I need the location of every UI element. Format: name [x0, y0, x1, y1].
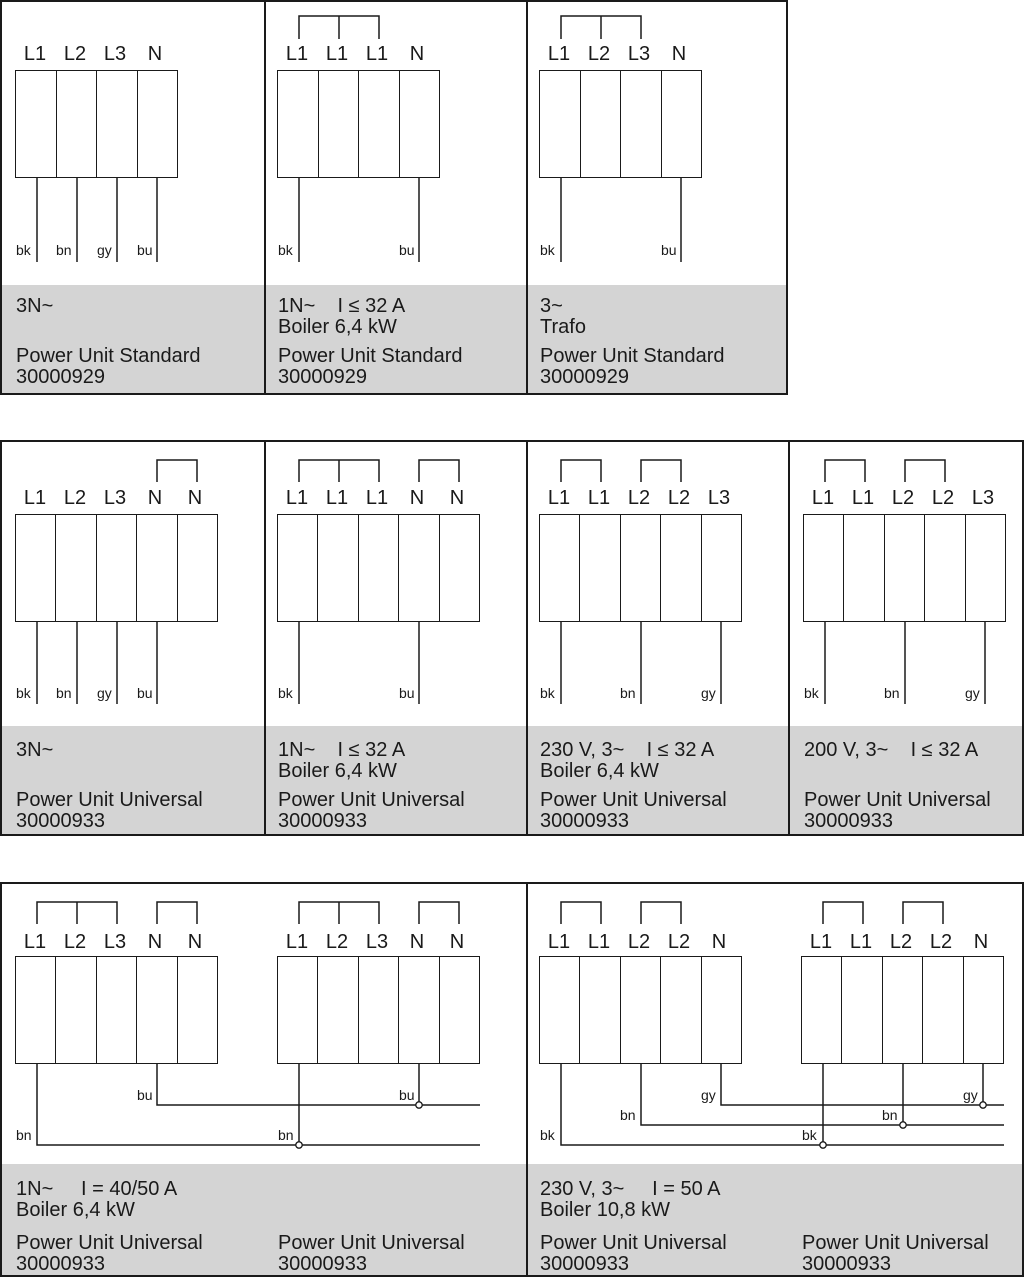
product-name: Power Unit Universal	[278, 1232, 465, 1254]
product-code: 30000933	[278, 1253, 367, 1275]
terminal-label: L1	[811, 487, 835, 509]
wire-label: bn	[882, 1107, 898, 1123]
terminal-label: L1	[851, 487, 875, 509]
terminal-block	[539, 956, 742, 1064]
product-name: Power Unit Universal	[804, 789, 991, 811]
wire-label: bk	[16, 242, 31, 258]
product-code: 30000929	[278, 366, 367, 388]
product-code: 30000933	[540, 1253, 629, 1275]
wire-label: bk	[16, 685, 31, 701]
wire-label: bu	[137, 685, 153, 701]
bridge	[905, 460, 945, 482]
wire-label: gy	[701, 685, 716, 701]
terminal-label: L1	[285, 43, 309, 65]
terminal-label: L2	[891, 487, 915, 509]
spec-text: 3~	[540, 295, 563, 317]
terminal-label: L1	[547, 931, 571, 953]
terminal-label: L1	[809, 931, 833, 953]
terminal-block	[803, 514, 1006, 622]
spec-text-2: Trafo	[540, 316, 586, 338]
wire-label: bu	[137, 242, 153, 258]
terminal-label: L1	[365, 43, 389, 65]
terminal-label: N	[449, 931, 465, 953]
wire-label: bk	[804, 685, 819, 701]
terminal-block	[15, 70, 178, 178]
wire-label: bk	[278, 685, 293, 701]
product-name: Power Unit Universal	[540, 1232, 727, 1254]
spec-text-2: Boiler 10,8 kW	[540, 1199, 671, 1221]
product-code: 30000933	[804, 810, 893, 832]
terminal-block	[539, 514, 742, 622]
product-code: 30000933	[278, 810, 367, 832]
terminal-block	[15, 956, 218, 1064]
terminal-label: N	[409, 43, 425, 65]
wire-label: gy	[97, 242, 112, 258]
terminal-label: L2	[627, 487, 651, 509]
terminal-label: L3	[103, 43, 127, 65]
terminal-label: L1	[325, 43, 349, 65]
wire-label: gy	[701, 1087, 716, 1103]
terminal-label: L1	[587, 487, 611, 509]
terminal-label: L2	[627, 931, 651, 953]
spec-text-2: Boiler 6,4 kW	[540, 760, 659, 782]
bridge	[641, 902, 681, 924]
wire-label: bk	[540, 242, 555, 258]
terminal-label: L2	[667, 931, 691, 953]
bridge	[823, 902, 863, 924]
terminal-label: L3	[103, 487, 127, 509]
product-name: Power Unit Universal	[802, 1232, 989, 1254]
panel-universal	[0, 440, 1024, 836]
product-code: 30000933	[16, 1253, 105, 1275]
spec-text: 3N~	[16, 295, 54, 317]
terminal-block	[539, 70, 702, 178]
wire-label: bn	[884, 685, 900, 701]
terminal-label: L2	[667, 487, 691, 509]
product-code: 30000933	[16, 810, 105, 832]
terminal-label: L1	[23, 487, 47, 509]
product-name: Power Unit Universal	[16, 1232, 203, 1254]
terminal-label: N	[409, 931, 425, 953]
product-name: Power Unit Universal	[16, 789, 203, 811]
junction-dot	[296, 1142, 302, 1148]
wire-label: bn	[620, 1107, 636, 1123]
terminal-label: N	[711, 931, 727, 953]
terminal-label: L2	[931, 487, 955, 509]
wire-label: bn	[56, 242, 72, 258]
terminal-label: N	[187, 931, 203, 953]
bridge	[419, 902, 459, 924]
terminal-label: L1	[285, 487, 309, 509]
spec-text: 230 V, 3~ I ≤ 32 A	[540, 739, 715, 761]
product-name: Power Unit Standard	[16, 345, 201, 367]
junction-dot	[820, 1142, 826, 1148]
product-name: Power Unit Standard	[540, 345, 725, 367]
bridge	[641, 460, 681, 482]
product-name: Power Unit Universal	[540, 789, 727, 811]
wire-label: gy	[97, 685, 112, 701]
terminal-label: L2	[325, 931, 349, 953]
product-code: 30000929	[16, 366, 105, 388]
terminal-label: L3	[971, 487, 995, 509]
terminal-label: L2	[63, 487, 87, 509]
wire-label: bu	[399, 242, 415, 258]
spec-text-2: Boiler 6,4 kW	[278, 760, 397, 782]
terminal-block	[15, 514, 218, 622]
terminal-label: L1	[547, 487, 571, 509]
junction-dot	[416, 1102, 422, 1108]
terminal-label: L1	[285, 931, 309, 953]
wire-label: bu	[661, 242, 677, 258]
terminal-label: L1	[23, 931, 47, 953]
wire-label: bk	[540, 1127, 555, 1143]
terminal-label: L3	[365, 931, 389, 953]
terminal-label: N	[147, 931, 163, 953]
wire-label: gy	[965, 685, 980, 701]
spec-text: 200 V, 3~ I ≤ 32 A	[804, 739, 979, 761]
terminal-label: L2	[929, 931, 953, 953]
terminal-block	[801, 956, 1004, 1064]
spec-text: 1N~ I ≤ 32 A	[278, 739, 406, 761]
bridge	[419, 460, 459, 482]
wire-label: bn	[278, 1127, 294, 1143]
wire-label: bu	[399, 1087, 415, 1103]
wire-label: bu	[137, 1087, 153, 1103]
wire-label: bu	[399, 685, 415, 701]
junction-dot	[980, 1102, 986, 1108]
product-name: Power Unit Universal	[278, 789, 465, 811]
spec-text: 1N~ I ≤ 32 A	[278, 295, 406, 317]
spec-text: 1N~ I = 40/50 A	[16, 1178, 178, 1200]
product-code: 30000933	[802, 1253, 891, 1275]
spec-text-2: Boiler 6,4 kW	[278, 316, 397, 338]
bridge	[825, 460, 865, 482]
terminal-label: N	[449, 487, 465, 509]
wire-label: bn	[56, 685, 72, 701]
terminal-block	[277, 514, 480, 622]
wire-label: gy	[963, 1087, 978, 1103]
terminal-label: L1	[365, 487, 389, 509]
panel-standard	[0, 0, 788, 395]
bridge	[157, 460, 197, 482]
spec-text: 3N~	[16, 739, 54, 761]
spec-text-2: Boiler 6,4 kW	[16, 1199, 135, 1221]
spec-text: 230 V, 3~ I = 50 A	[540, 1178, 721, 1200]
product-code: 30000933	[540, 810, 629, 832]
terminal-label: L1	[325, 487, 349, 509]
terminal-label: L2	[587, 43, 611, 65]
wire-label: bk	[278, 242, 293, 258]
terminal-label: L3	[103, 931, 127, 953]
terminal-label: L2	[889, 931, 913, 953]
terminal-label: L1	[849, 931, 873, 953]
terminal-label: L1	[547, 43, 571, 65]
bridge	[561, 902, 601, 924]
product-name: Power Unit Standard	[278, 345, 463, 367]
terminal-label: N	[973, 931, 989, 953]
bridge	[561, 460, 601, 482]
terminal-label: L2	[63, 43, 87, 65]
terminal-label: N	[147, 487, 163, 509]
wire-label: bn	[16, 1127, 32, 1143]
terminal-block	[277, 70, 440, 178]
terminal-block	[277, 956, 480, 1064]
terminal-label: L1	[587, 931, 611, 953]
product-code: 30000929	[540, 366, 629, 388]
bridge	[157, 902, 197, 924]
terminal-label: L3	[707, 487, 731, 509]
bridge	[903, 902, 943, 924]
wire-bu	[157, 1064, 480, 1105]
panel-cascade	[0, 882, 1024, 1277]
terminal-label: N	[409, 487, 425, 509]
terminal-label: N	[187, 487, 203, 509]
terminal-label: L3	[627, 43, 651, 65]
wire-label: bn	[620, 685, 636, 701]
wire-label: bk	[802, 1127, 817, 1143]
terminal-label: L1	[23, 43, 47, 65]
terminal-label: N	[147, 43, 163, 65]
terminal-label: L2	[63, 931, 87, 953]
terminal-label: N	[671, 43, 687, 65]
wire-gy	[721, 1064, 1004, 1105]
wire-label: bk	[540, 685, 555, 701]
junction-dot	[900, 1122, 906, 1128]
